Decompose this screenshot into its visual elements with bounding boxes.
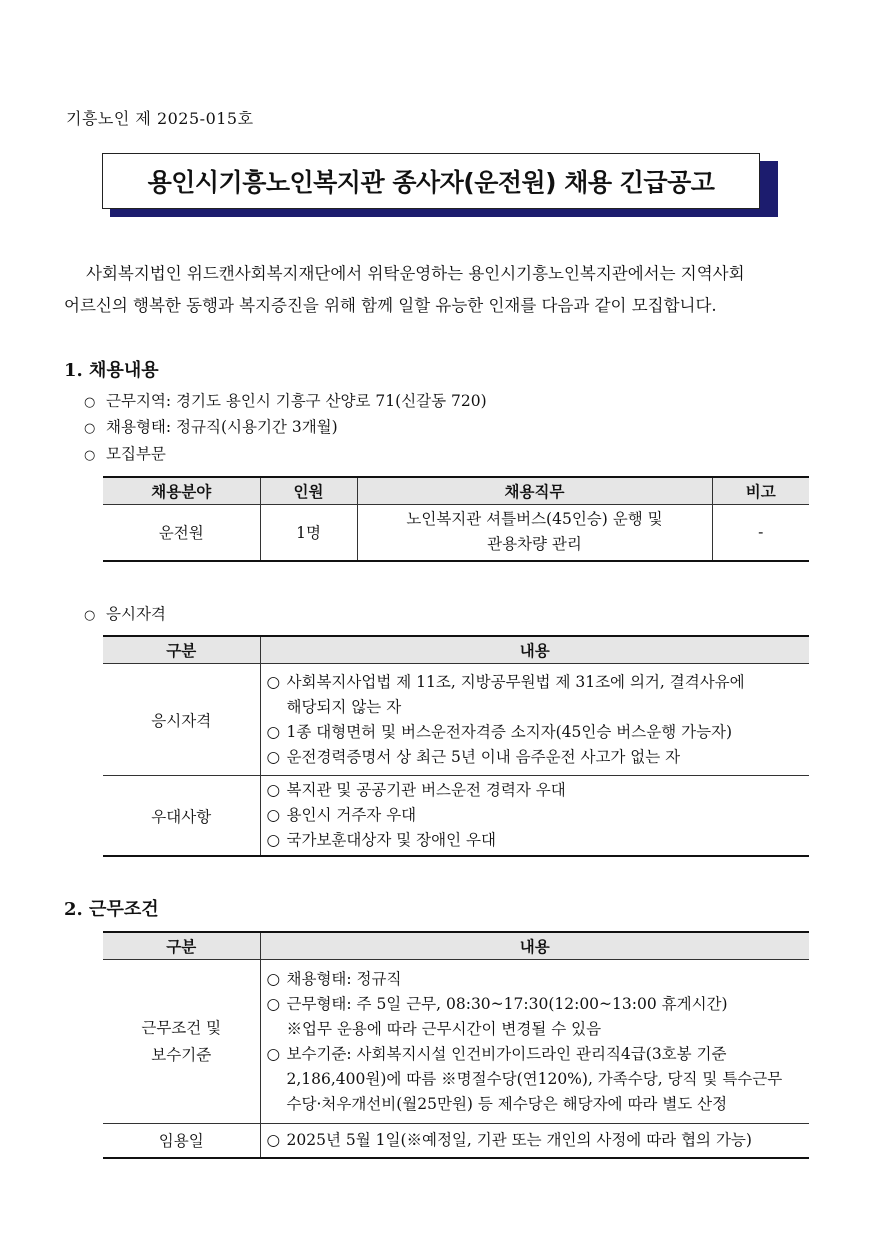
list-item (267, 778, 804, 803)
cell-content (260, 1124, 809, 1158)
list-item (267, 1042, 804, 1067)
bullet-circle-icon: ○ (84, 395, 96, 410)
section-1-heading: 1. 채용내용 (64, 360, 159, 381)
cell-duty (357, 505, 712, 561)
list-item (267, 967, 804, 992)
list-item (267, 828, 804, 853)
list-item (267, 720, 804, 745)
qualification-table-header (103, 636, 809, 664)
table-row (103, 776, 809, 857)
item-text: 용인시 거주자 우대 (286, 806, 417, 824)
list-item-continued: 2,186,400원)에 따름 ※명절수당(연120%), 가족수당, 당직 및 특수근무 (286, 1069, 783, 1088)
page-title: 용인시기흥노인복지관 종사자(운전원) 채용 긴급공고 (147, 168, 715, 197)
list-item-continued: 수당·처우개선비(월25만원) 등 제수당은 해당자에 따라 별도 산정 (286, 1094, 728, 1113)
item-text: 국가보훈대상자 및 장애인 우대 (286, 831, 496, 849)
bullet-circle-icon: ○ (266, 781, 281, 799)
table-row (103, 505, 809, 561)
bullet-circle-icon: ○ (266, 672, 281, 691)
intro-line-1: 사회복지법인 위드캔사회복지재단에서 위탁운영하는 용인시기흥노인복지관에서는 지역사회 (86, 264, 745, 283)
bullet-circle-icon: ○ (266, 831, 281, 849)
bullet-text: 근무지역: 경기도 용인시 기흥구 산양로 71(신갈동 720) (106, 392, 487, 410)
bullet-employment-type (84, 415, 338, 437)
bullet-text: 채용형태: 정규직(시용기간 3개월) (106, 418, 338, 436)
item-text: 1종 대형면허 및 버스운전자격증 소지자(45인승 버스운행 가능자) (286, 722, 733, 741)
title-box (102, 153, 760, 209)
conditions-table-header (103, 932, 809, 960)
header-field: 채용분야 (103, 477, 260, 505)
bullet-circle-icon: ○ (266, 994, 281, 1013)
header-category: 구분 (103, 932, 260, 960)
bullet-circle-icon: ○ (266, 747, 281, 766)
conditions-table (103, 931, 809, 1159)
title-banner (102, 153, 778, 217)
bullet-circle-icon: ○ (266, 722, 281, 741)
cell-content (260, 960, 809, 1124)
header-duty: 채용직무 (357, 477, 712, 505)
header-category: 구분 (103, 636, 260, 664)
bullet-circle-icon: ○ (266, 1130, 281, 1149)
item-text: 채용형태: 정규직 (286, 969, 402, 988)
cell-label: 임용일 (103, 1124, 260, 1158)
qualification-table (103, 635, 809, 857)
bullet-work-location (84, 389, 487, 411)
cell-content (260, 664, 809, 776)
bullet-circle-icon: ○ (266, 969, 281, 988)
intro-paragraph (64, 258, 820, 322)
section-2-heading: 2. 근무조건 (64, 899, 159, 920)
item-text: 2025년 5월 1일(※예정일, 기관 또는 개인의 사정에 따라 협의 가능) (286, 1130, 752, 1149)
bullet-circle-icon: ○ (266, 1044, 281, 1063)
bullet-circle-icon: ○ (84, 448, 96, 463)
cell-content (260, 776, 809, 857)
item-text: 보수기준: 사회복지시설 인건비가이드라인 관리직4급(3호봉 기준 (286, 1044, 727, 1063)
header-content: 내용 (260, 636, 809, 664)
item-text: 사회복지사업법 제 11조, 지방공무원법 제 31조에 의거, 결격사유에 (286, 672, 745, 691)
document-number: 기흥노인 제 2025-015호 (66, 109, 254, 128)
bullet-text: 응시자격 (106, 605, 166, 623)
bullet-text: 모집부문 (106, 445, 166, 463)
cell-label (103, 960, 260, 1124)
recruit-table (103, 476, 809, 562)
list-item (267, 670, 804, 695)
list-item-note: ※업무 운용에 따라 근무시간이 변경될 수 있음 (286, 1019, 602, 1038)
bullet-circle-icon: ○ (84, 421, 96, 436)
cell-count: 1명 (260, 505, 357, 561)
recruit-table-header (103, 477, 809, 505)
cell-note: - (712, 505, 809, 561)
header-note: 비고 (712, 477, 809, 505)
bullet-circle-icon: ○ (84, 608, 96, 623)
label-line: 근무조건 및 (141, 1018, 222, 1037)
bullet-recruit-division (84, 442, 166, 464)
intro-line-2: 어르신의 행복한 동행과 복지증진을 위해 함께 일할 유능한 인재를 다음과 같이 모집합니다. (64, 296, 717, 315)
duty-line: 관용차량 관리 (487, 535, 582, 554)
header-count: 인원 (260, 477, 357, 505)
cell-label: 우대사항 (103, 776, 260, 857)
duty-line: 노인복지관 셔틀버스(45인승) 운행 및 (406, 510, 663, 529)
list-item (267, 992, 804, 1017)
bullet-qualification (84, 602, 166, 624)
item-text: 복지관 및 공공기관 버스운전 경력자 우대 (286, 781, 566, 799)
list-item-continued: 해당되지 않는 자 (286, 697, 402, 716)
item-text: 근무형태: 주 5일 근무, 08:30~17:30(12:00~13:00 휴게시간) (286, 994, 728, 1013)
list-item (267, 1128, 804, 1153)
cell-label: 응시자격 (103, 664, 260, 776)
list-item (267, 745, 804, 770)
table-row (103, 960, 809, 1124)
cell-field: 운전원 (103, 505, 260, 561)
list-item (267, 803, 804, 828)
table-row (103, 664, 809, 776)
table-row (103, 1124, 809, 1158)
header-content: 내용 (260, 932, 809, 960)
label-line: 보수기준 (151, 1045, 212, 1064)
item-text: 운전경력증명서 상 최근 5년 이내 음주운전 사고가 없는 자 (286, 747, 681, 766)
bullet-circle-icon: ○ (266, 806, 281, 824)
